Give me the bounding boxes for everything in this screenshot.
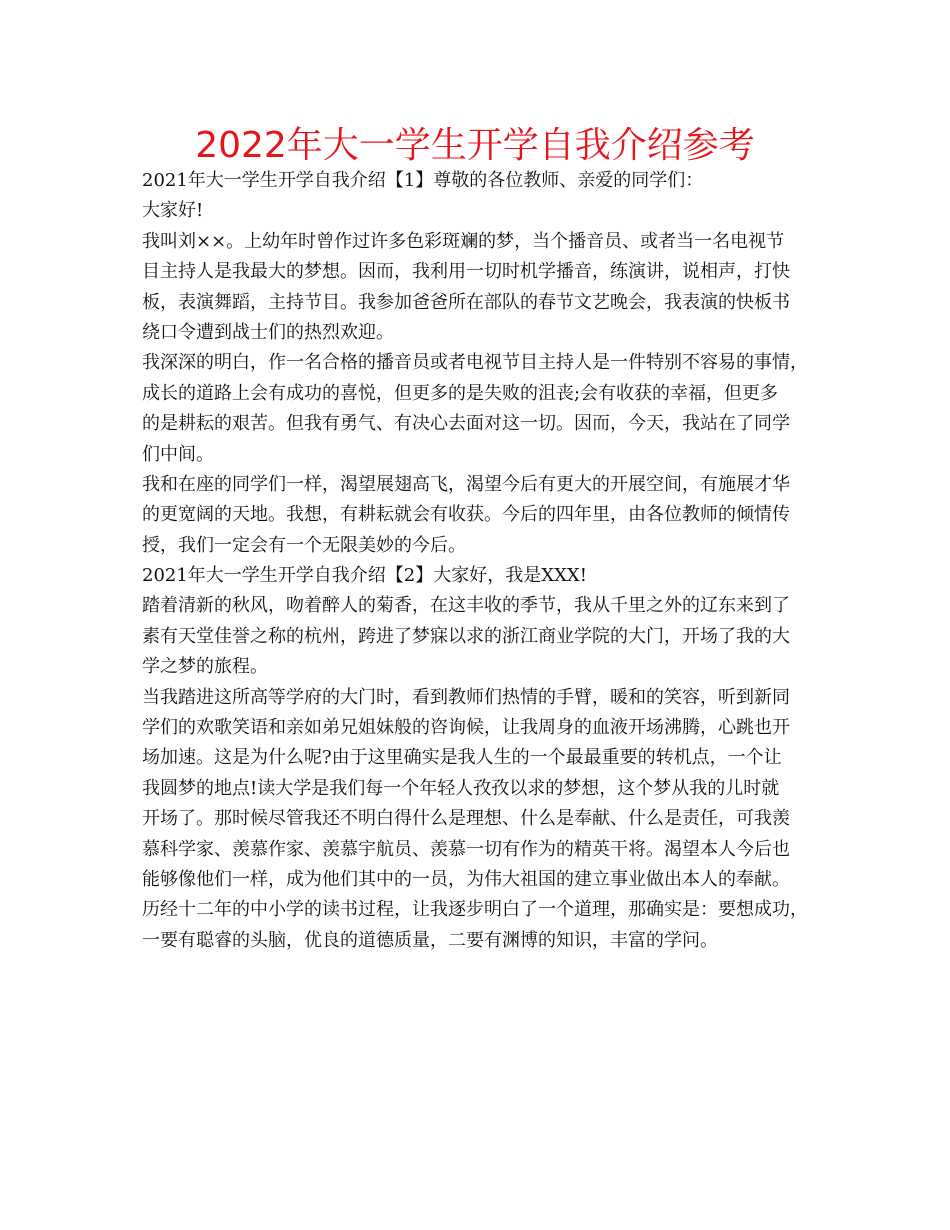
- text-line: 我叫刘××。上幼年时曾作过许多色彩斑斓的梦，当个播音员、或者当一名电视节: [142, 230, 785, 252]
- document-body: [142, 166, 830, 956]
- text-line: 2021年大一学生开学自我介绍【2】大家好，我是XXX!: [142, 565, 587, 587]
- text-line: 当我踏进这所高等学府的大门时，看到教师们热情的手臂，暖和的笑容，听到新同: [142, 686, 790, 708]
- text-line: 我圆梦的地点!读大学是我们每一个年轻人孜孜以求的梦想，这个梦从我的儿时就: [142, 777, 780, 799]
- text-line: 们中间。: [142, 443, 214, 465]
- text-line: 绕口令遭到战士们的热烈欢迎。: [142, 321, 394, 343]
- document-title: 2022年大一学生开学自我介绍参考: [195, 125, 755, 166]
- text-line: 我和在座的同学们一样，渴望展翅高飞，渴望今后有更大的开展空间，有施展才华: [142, 473, 790, 495]
- text-line: 我深深的明白，作一名合格的播音员或者电视节目主持人是一件特别不容易的事情，: [142, 352, 808, 374]
- text-line: 场加速。这是为什么呢?由于这里确实是我人生的一个最最重要的转机点，一个让: [142, 747, 782, 769]
- text-line: 踏着清新的秋风，吻着醉人的菊香，在这丰收的季节，我从千里之外的辽东来到了: [142, 595, 790, 617]
- text-line: 板，表演舞蹈，主持节目。我参加爸爸所在部队的春节文艺晚会，我表演的快板书: [142, 291, 790, 313]
- text-line: 慕科学家、羡慕作家、羡慕宇航员、羡慕一切有作为的精英干将。渴望本人今后也: [142, 838, 790, 860]
- text-line: 大家好!: [142, 200, 204, 222]
- text-line: 一要有聪睿的头脑，优良的道德质量，二要有渊博的知识，丰富的学问。: [142, 929, 718, 951]
- text-line: 的是耕耘的艰苦。但我有勇气、有决心去面对这一切。因而，今天，我站在了同学: [142, 413, 790, 435]
- text-line: 素有天堂佳誉之称的杭州，跨进了梦寐以求的浙江商业学院的大门，开场了我的大: [142, 625, 790, 647]
- text-line: 历经十二年的中小学的读书过程，让我逐步明白了一个道理，那确实是：要想成功，: [142, 899, 808, 921]
- text-line: 成长的道路上会有成功的喜悦，但更多的是失败的沮丧;会有收获的幸福，但更多: [142, 382, 779, 404]
- text-line: 授，我们一定会有一个无限美妙的今后。: [142, 534, 466, 556]
- text-line: 开场了。那时候尽管我还不明白得什么是理想、什么是奉献、什么是责任，可我羡: [142, 808, 790, 830]
- text-line: 学们的欢歌笑语和亲如弟兄姐妹般的咨询候，让我周身的血液开场沸腾，心跳也开: [142, 717, 790, 739]
- text-line: 2021年大一学生开学自我介绍【1】尊敬的各位教师、亲爱的同学们：: [142, 170, 704, 191]
- text-line: 的更宽阔的天地。我想，有耕耘就会有收获。今后的四年里，由各位教师的倾情传: [142, 504, 790, 526]
- text-line: 目主持人是我最大的梦想。因而，我利用一切时机学播音，练演讲，说相声，打快: [142, 261, 790, 283]
- text-line: 学之梦的旅程。: [142, 656, 268, 678]
- text-line: 能够像他们一样，成为他们其中的一员，为伟大祖国的建立事业做出本人的奉献。: [142, 868, 790, 890]
